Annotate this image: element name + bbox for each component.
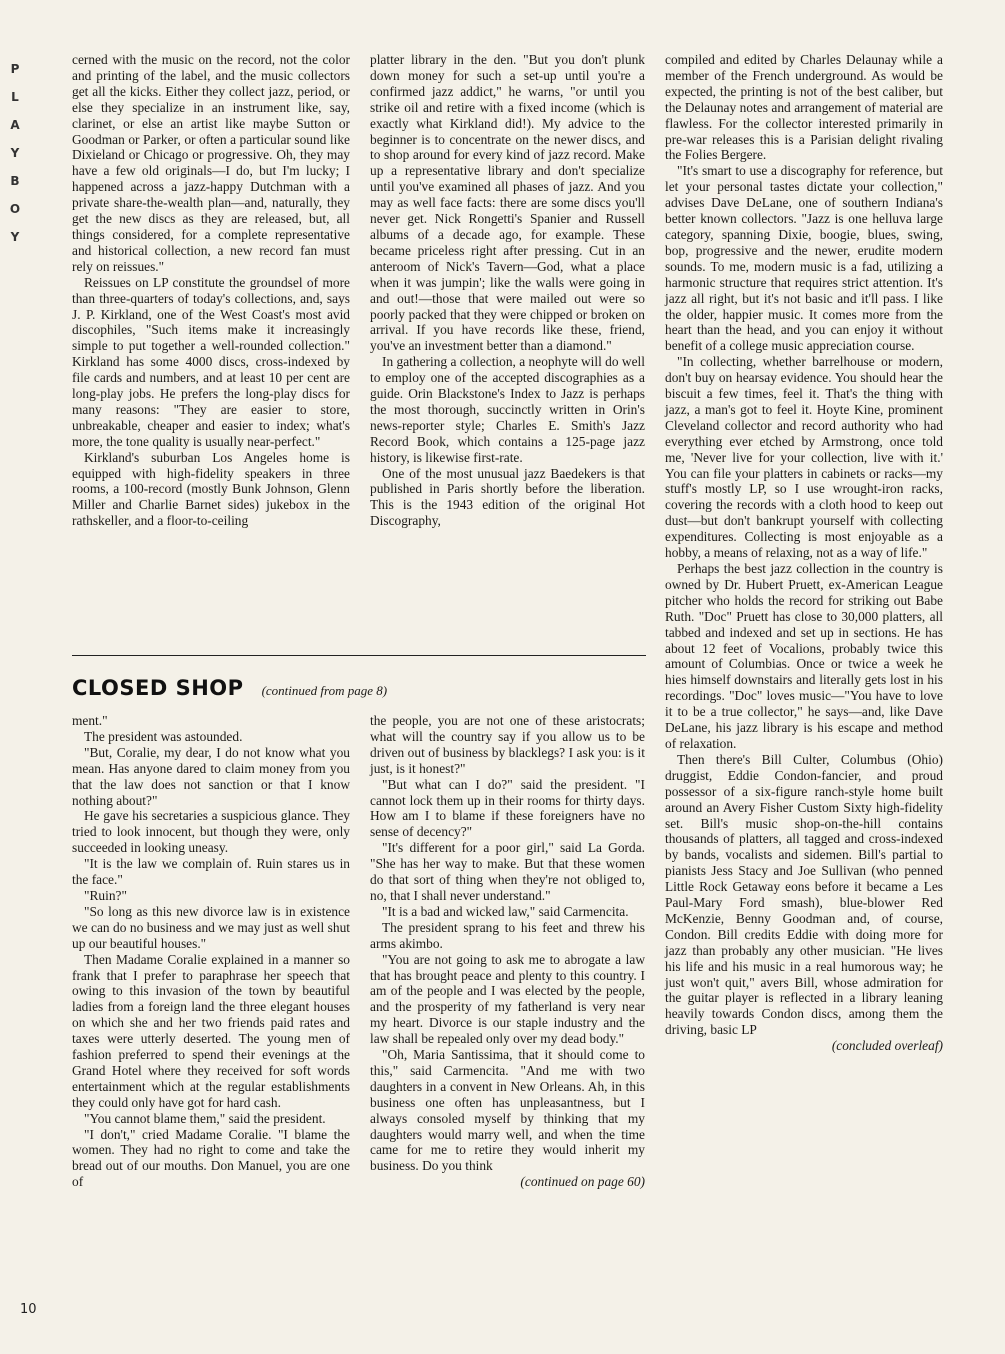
paragraph: "It is a bad and wicked law," said Carmencita. bbox=[382, 903, 629, 919]
story-column-1 bbox=[72, 713, 350, 1190]
spine-letter: Y bbox=[10, 146, 20, 160]
paragraph: ment." bbox=[72, 713, 108, 728]
paragraph: "So long as this new divorce law is in existence we can do no business and we may just as well shut up our beautiful houses." bbox=[72, 903, 350, 951]
paragraph: One of the most unusual jazz Baedekers is that published in Paris shortly before the liberation. This is the 1943 edition of the original Hot Discography, bbox=[370, 465, 645, 529]
paragraph: The president sprang to his feet and threw his arms akimbo. bbox=[370, 919, 645, 951]
article-column-3 bbox=[665, 52, 943, 1054]
magazine-spine-label bbox=[6, 55, 24, 251]
story-column-2 bbox=[370, 713, 645, 1190]
paragraph: In gathering a collection, a neophyte will do well to employ one of the accepted discographies as a guide. Orin Blackstone's Index to Jazz is perhaps the most thorough, succinctly written in Orin's news-reporter style; Charles E. Smith's Jazz Record Book, which contains a 125-page jazz history, is likewise first-rate. bbox=[370, 354, 645, 465]
paragraph: Kirkland's suburban Los Angeles home is equipped with high-fidelity speakers in three rooms, a 100-record (mostly Bunk Johnson, Glenn Miller and Charlie Barnet sides) jukebox in the rathskeller, and a floor-to-ceiling bbox=[72, 449, 350, 529]
story-title: CLOSED SHOP bbox=[72, 676, 244, 700]
paragraph: The president was astounded. bbox=[84, 728, 243, 744]
paragraph: "It's smart to use a discography for reference, but let your personal tastes dictate your collection," advises Dave DeLane, one of southern Indiana's better known collectors. "Jazz is one helluva large category, spanning Dixie, boogie, blues, swing, bop, progressive and the newer, erudite modern sounds. To me, modern music is a fad, utilizing a harmonic structure that requires strict attention. It's jazz all right, but it's not basic and it'll pass. I like the older, happier music. It comes more from the heart than the head, and you can enjoy it without benefit of a college music appreciation course. bbox=[665, 163, 943, 354]
paragraph: platter library in the den. "But you don't plunk down money for such a set-up until you're a confirmed jazz addict," he warns, "or until you strike oil and retire with a fixed income (which is exactly what Kirkland did!). My advice to the beginner is to concentrate on the newer discs, and to shop around for every kind of jazz record. Make up a representative library and don't specialize until you've examined all phases of jazz. And you may as well face facts: there are some discs you'll never get. Nick Rongetti's Spanier and Russell albums of a decade ago, for example. These became priceless right after pressing. Cut in an anteroom of Nick's Tavern—God, what a place when it was jumpin'; like the walls were going in and out!—those that were mailed out were so poorly packed that they were chipped or broken on arrival. If you have records like these, friend, you've an investment better than a diamond." bbox=[370, 52, 645, 354]
paragraph: Perhaps the best jazz collection in the country is owned by Dr. Hubert Pruett, ex-American League pitcher who holds the record for striking out Babe Ruth. "Doc" Pruett has close to 30,000 platters, all tabbed and indexed and set up in sections. He has about 12 feet of Vocalions, probably twice this amount of Columbias. Once or twice a week he hies himself downstairs and literally gets lost in his recordings. "Doc" loves music—"You have to love it to be a true collector," he says—and, like Dave DeLane, his jazz library is his escape and method of relaxation. bbox=[665, 561, 943, 751]
continued-from-note: (continued from page 8) bbox=[261, 683, 388, 698]
paragraph: "Ruin?" bbox=[84, 887, 127, 903]
paragraph: compiled and edited by Charles Delaunay while a member of the French underground. As would be expected, the printing is not of the best caliber, but the Delaunay notes and arrangement of material are flawless. For the collector interested primarily in pre-war releases this is a Parisian delight rivaling the Folies Bergere. bbox=[665, 52, 943, 163]
paragraph: Then there's Bill Culter, Columbus (Ohio) druggist, Eddie Condon-fancier, and proud possessor of a six-figure ranch-style home built around an Avery Fisher Custom Sixty high-fidelity set. Bill's music shop-on-the-hill contains thousands of platters, all tagged and cross-indexed by bands, vocalists and sidemen. Bill's partial to pianists Jess Stacy and Joe Sullivan (who penned Little Rock Getaway eons before it became a Les Paul-Mary Ford smash), blue-blower Red McKenzie, Benny Goodman and, of course, Condon. Bill credits Eddie with doing more for jazz than probably any other musician. "He lives his life and his music in a real humorous way; he just won't quit," avers Bill, whose admiration for the guitar player is reflected in a library leaning heavily towards Condon discs, among them the driving, basic LP bbox=[665, 751, 943, 1038]
paragraph: "You cannot blame them," said the president. bbox=[84, 1110, 326, 1126]
paragraph: "But, Coralie, my dear, I do not know what you mean. Has anyone dared to claim money from you that the law does not sanction or that I know nothing about?" bbox=[72, 744, 350, 808]
paragraph: "It's different for a poor girl," said La Gorda. "She has her way to make. But that these women do that sort of thing when they're not obliged to, no, that I shall never understand." bbox=[370, 840, 645, 903]
spine-letter: P bbox=[10, 62, 20, 76]
paragraph: Then Madame Coralie explained in a manner so frank that I prefer to paraphrase her speech that owing to this invasion of the town by beautiful ladies from a foreign land the three elegant houses on which she and her two friends paid rates and taxes were utterly deserted. The young men of fashion preferred to spend their evenings at the Grand Hotel where they received for soft words entertainment which at the regular establishments they could only have got for hard cash. bbox=[72, 951, 350, 1110]
paragraph: "It is the law we complain of. Ruin stares us in the face." bbox=[72, 856, 350, 888]
paragraph: "In collecting, whether barrelhouse or modern, don't buy on hearsay evidence. You should hear the biscuit a few times, feel it. That's the thing with jazz, a man's got to feel it. Hoyte Kine, prominent Cleveland collector and record authority who had everything ever etched by Armstrong, once told me, 'Never live for your collection, live with it.' You can file your platters in cabinets or racks—my stuff's mostly LP, so I use wrought-iron racks, covering the records with a cloth hood to keep out dust—but don't bankrupt yourself with collecting expenditures. Collecting is most enjoyable as a hobby, a means of relaxing, not as a way of life." bbox=[665, 354, 943, 561]
paragraph: He gave his secretaries a suspicious glance. They tried to look innocent, but though they were, only succeeded in looking uneasy. bbox=[72, 808, 350, 856]
spine-letter: Y bbox=[10, 230, 20, 244]
paragraph: "I don't," cried Madame Coralie. "I blame the women. They had no right to come and take the bread out of our mouths. Don Manuel, you are one of bbox=[72, 1126, 350, 1190]
paragraph: "You are not going to ask me to abrogate a law that has brought peace and plenty to this country. I am of the people and I was elected by the people, and the prosperity of my fatherland is very near my heart. Divorce is our staple industry and the law shall be repealed only over my dead body." bbox=[370, 951, 645, 1047]
paragraph: "But what can I do?" said the president. "I cannot lock them up in their rooms for thirty days. How am I to blame if these foreigners have no sense of decency?" bbox=[370, 776, 645, 840]
spine-letter: O bbox=[9, 202, 21, 216]
paragraph: cerned with the music on the record, not the color and printing of the label, and the music collectors get all the kicks. Either they collect jazz, period, or else they specialize in an instrument like, say, clarinet, or else an artist like maybe Sutton or Goodman or Parker, or often a particular sound like Dixieland or Chicago or progressive. Oh, they may have a few old originals—I do, but I'm lucky; I happened across a jazz-happy Dutchman with a private share-the-wealth plan—and, naturally, they get the new discs as they are released, but, all things considered, for a complete representative and historical collection, a new record fan must rely on reissues." bbox=[72, 52, 350, 274]
paragraph: the people, you are not one of these aristocrats; what will the country say if you allow us to be driven out of business by blacklegs? I ask you: is it just, is it honest?" bbox=[370, 713, 645, 776]
paragraph: Reissues on LP constitute the groundsel of more than three-quarters of today's collections, and, says J. P. Kirkland, one of the West Coast's most avid discophiles, "Such items make it increasingly simple to put together a well-rounded collection." Kirkland has some 4000 discs, cross-indexed by file cards and numbers, and at least 10 per cent are long-play jobs. He prefers the long-play discs for many reasons: "They are easier to store, unbreakable, cheaper and easier to index; what's more, the tone quality is usually near-perfect." bbox=[72, 274, 350, 449]
section-divider bbox=[72, 655, 646, 656]
jump-line: (concluded overleaf) bbox=[831, 1038, 943, 1054]
spine-letter: L bbox=[11, 90, 19, 104]
story-headline bbox=[72, 676, 652, 700]
article-column-1 bbox=[72, 52, 350, 529]
article-column-2 bbox=[370, 52, 645, 529]
jump-line: (continued on page 60) bbox=[520, 1174, 645, 1190]
spine-letter: B bbox=[10, 174, 20, 188]
paragraph: "Oh, Maria Santissima, that it should come to this," said Carmencita. "And me with two daughters in a convent in New Orleans. Ah, in this business one often has unpleasantness, but I always consoled myself by thinking that my daughters would marry well, and when the time came for me to retire they would inherit my business. Do you think bbox=[370, 1047, 645, 1174]
spine-letter: A bbox=[10, 118, 20, 132]
page-number: 10 bbox=[20, 1302, 37, 1317]
